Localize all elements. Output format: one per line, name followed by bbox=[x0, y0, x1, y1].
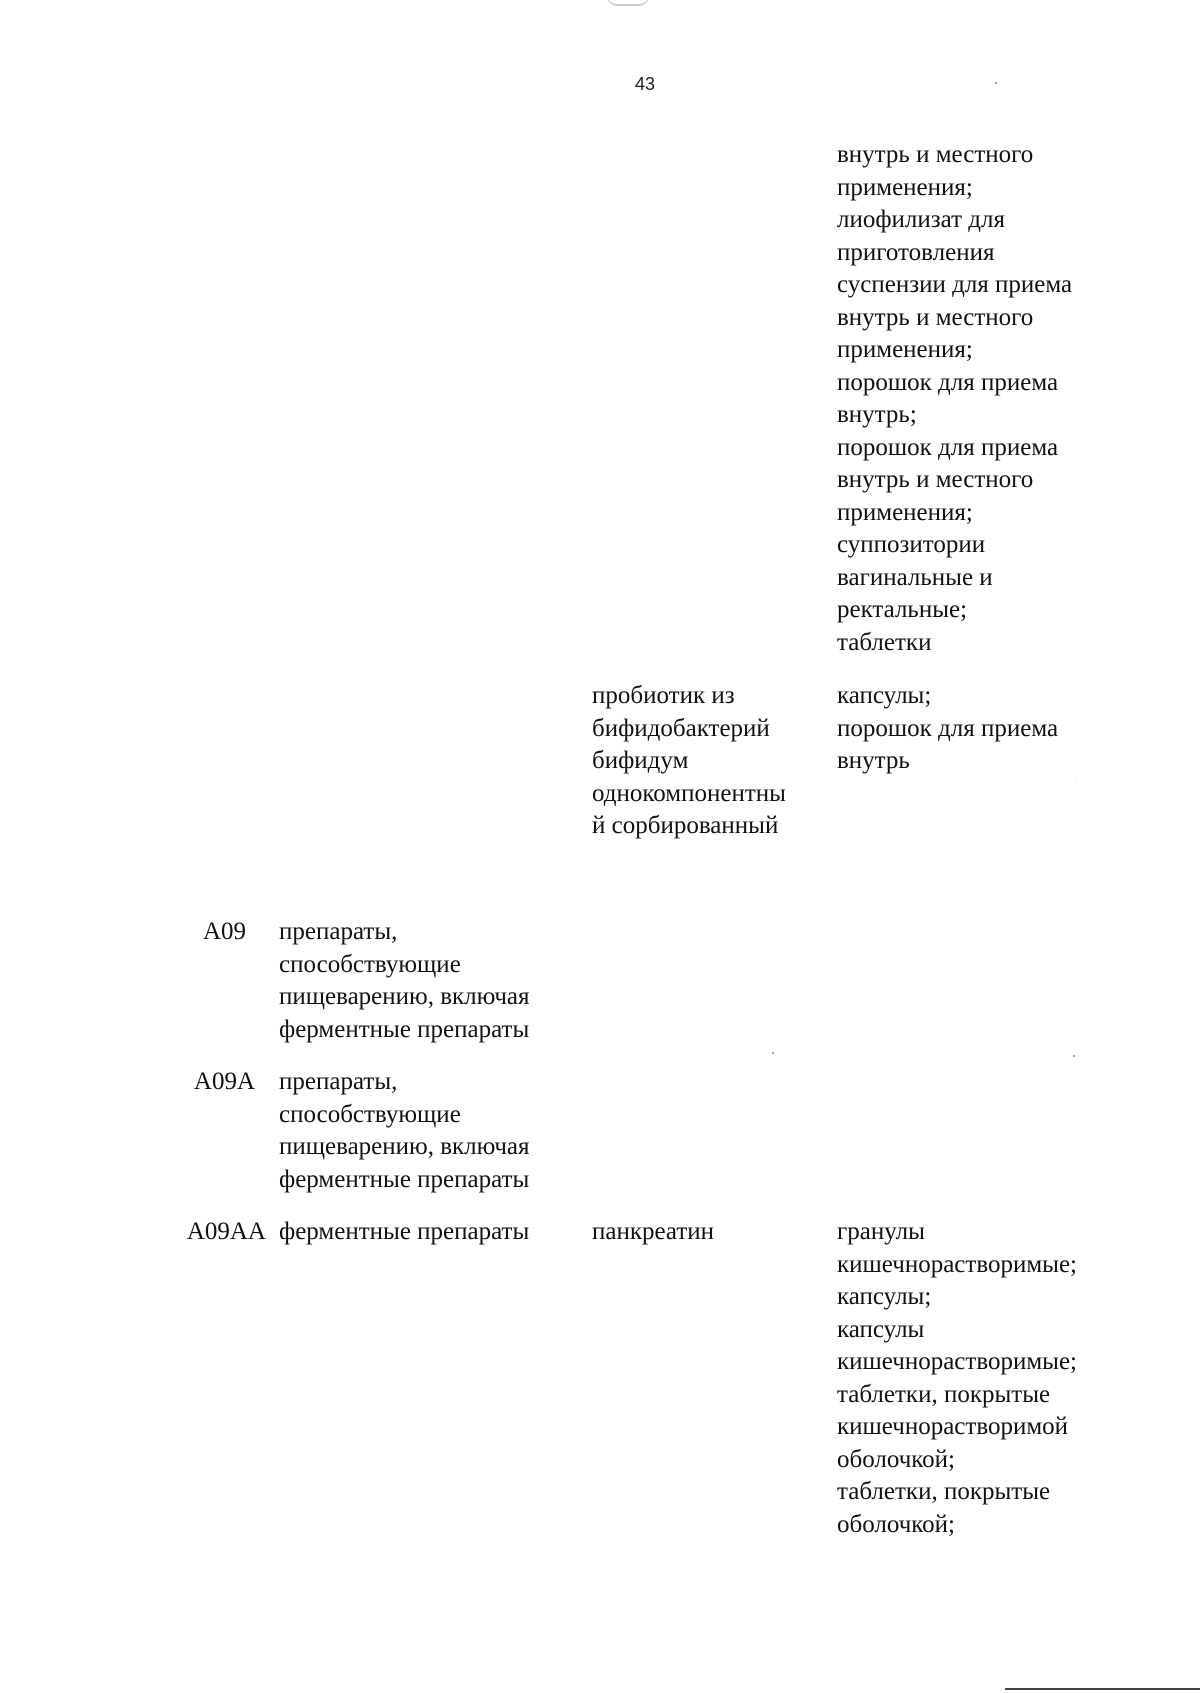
scan-speck bbox=[1073, 1055, 1075, 1057]
atc-code-cell: A09 bbox=[202, 918, 246, 945]
scan-speck bbox=[995, 82, 997, 84]
atc-group-cell: препараты, способствующие пищеварению, включая ферментные препараты bbox=[279, 918, 530, 1043]
atc-code-cell: A09A bbox=[193, 1068, 255, 1095]
scan-artifact-corner-line bbox=[1005, 1688, 1200, 1690]
dosage-forms-cell: гранулы кишечнорастворимые; капсулы; капсулы кишечнорастворимые; таблетки, покрытые кишечнорастворимой оболочкой; таблетки, покрытые оболочкой; bbox=[837, 1218, 1077, 1538]
page-number: 43 bbox=[634, 74, 656, 94]
scan-speck bbox=[1075, 778, 1076, 779]
dosage-forms-cell: капсулы; порошок для приема внутрь bbox=[837, 682, 1059, 774]
drug-name-cell: панкреатин bbox=[592, 1218, 715, 1245]
drug-name-cell: пробиотик из бифидобактерий бифидум однокомпонентны й сорбированный bbox=[592, 682, 786, 839]
atc-code-cell: A09AA bbox=[186, 1218, 266, 1245]
scan-speck bbox=[772, 1052, 774, 1054]
scan-artifact-top bbox=[606, 0, 650, 6]
atc-group-cell: препараты, способствующие пищеварению, включая ферментные препараты bbox=[279, 1068, 530, 1193]
atc-group-cell: ферментные препараты bbox=[279, 1218, 530, 1245]
dosage-forms-cell: внутрь и местного применения; лиофилизат для приготовления суспензии для приема внутрь и местного применения; порошок для приема внутрь; порошок для приема внутрь и местного применения; суппозитории вагинальные и ректальные; таблетки bbox=[837, 141, 1073, 656]
